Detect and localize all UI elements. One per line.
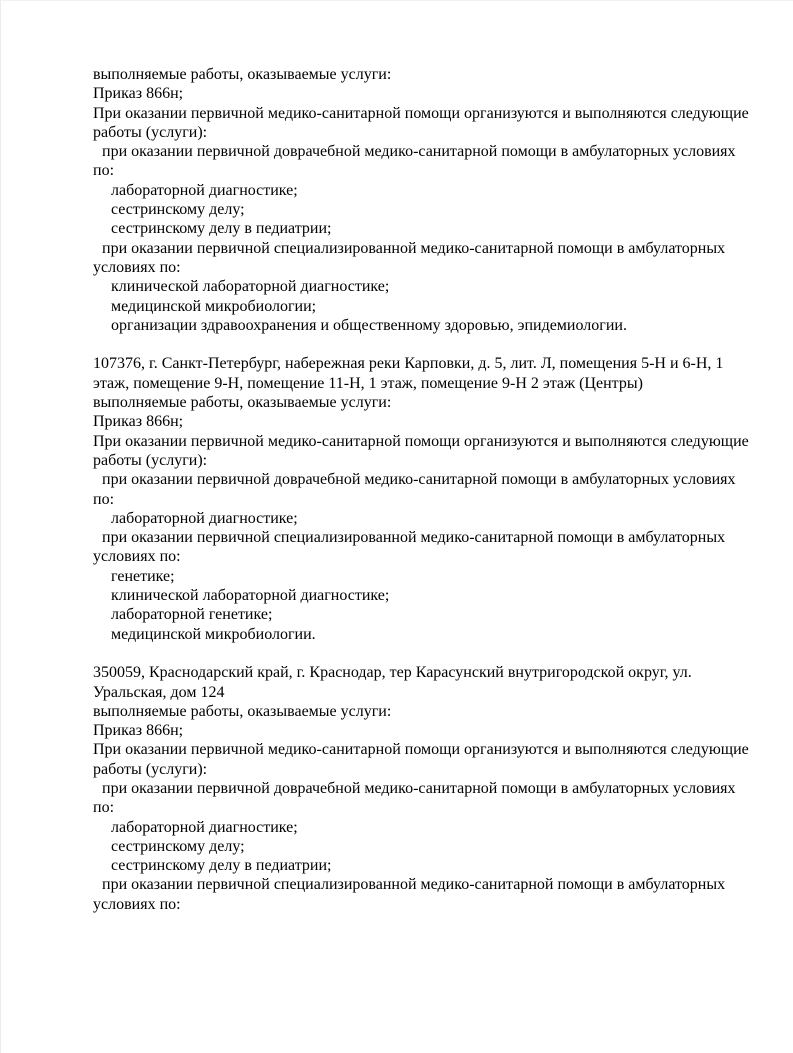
text-line: выполняемые работы, оказываемые услуги: (93, 702, 392, 720)
text-line: сестринскому делу в педиатрии; (111, 220, 332, 238)
text-line: условиях по: (93, 258, 181, 276)
text-line: Приказ 866н; (93, 85, 184, 103)
text-line: при оказании первичной доврачебной медико-санитарной помощи в амбулаторных условиях (102, 471, 736, 489)
text-line: генетике; (111, 567, 175, 585)
text-line: при оказании первичной доврачебной медико-санитарной помощи в амбулаторных условиях (102, 779, 736, 797)
text-line: работы (услуги): (93, 123, 208, 141)
text-line: по: (93, 490, 115, 508)
text-line: по: (93, 162, 115, 180)
text-line: выполняемые работы, оказываемые услуги: (93, 66, 392, 83)
text-line: При оказании первичной медико-санитарной помощи организуются и выполняются следующие (93, 741, 749, 759)
text-line: условиях по: (93, 548, 181, 566)
services-block-1 (93, 65, 753, 335)
text-line: клинической лабораторной диагностике; (111, 587, 390, 605)
text-line: Уральская, дом 124 (93, 683, 225, 701)
text-line: лабораторной генетике; (111, 606, 273, 624)
text-line: условиях по: (93, 895, 181, 913)
text-line: сестринскому делу в педиатрии; (111, 857, 332, 875)
text-line: сестринскому делу; (111, 837, 245, 855)
text-line: сестринскому делу; (111, 201, 245, 219)
text-line: при оказании первичной специализированной медико-санитарной помощи в амбулаторных (102, 529, 726, 547)
text-line: клинической лабораторной диагностике; (111, 278, 390, 296)
text-line: работы (услуги): (93, 760, 208, 778)
address-block-spb (93, 354, 753, 643)
text-line: при оказании первичной специализированной медико-санитарной помощи в амбулаторных (102, 239, 726, 257)
license-services-text (1, 1, 793, 914)
text-line: при оказании первичной специализированной медико-санитарной помощи в амбулаторных (102, 876, 726, 894)
text-line: при оказании первичной доврачебной медико-санитарной помощи в амбулаторных условиях (102, 143, 736, 161)
text-line: 350059, Краснодарский край, г. Краснодар, тер Карасунский внутригородской округ, ул. (93, 664, 692, 682)
text-line: Приказ 866н; (93, 722, 184, 740)
text-line: лабораторной диагностике; (111, 818, 298, 836)
text-line: по: (93, 799, 115, 817)
address-block-krasnodar (93, 663, 753, 914)
text-line: При оказании первичной медико-санитарной помощи организуются и выполняются следующие (93, 104, 749, 122)
text-line: работы (услуги): (93, 451, 208, 469)
text-line: этаж, помещение 9-Н, помещение 11-Н, 1 этаж, помещение 9-Н 2 этаж (Центры) (93, 374, 643, 392)
text-line: медицинской микробиологии. (111, 625, 316, 643)
text-line: лабораторной диагностике; (111, 181, 298, 199)
text-line: медицинской микробиологии; (111, 297, 317, 315)
text-line: лабораторной диагностике; (111, 509, 298, 527)
text-line: При оказании первичной медико-санитарной помощи организуются и выполняются следующие (93, 432, 749, 450)
text-line: Приказ 866н; (93, 413, 184, 431)
text-line: выполняемые работы, оказываемые услуги: (93, 394, 392, 412)
text-line: 107376, г. Санкт-Петербург, набережная реки Карповки, д. 5, лит. Л, помещения 5-Н и 6-Н, 1 (93, 355, 724, 373)
text-line: организации здравоохранения и общественному здоровью, эпидемиологии. (111, 316, 627, 334)
